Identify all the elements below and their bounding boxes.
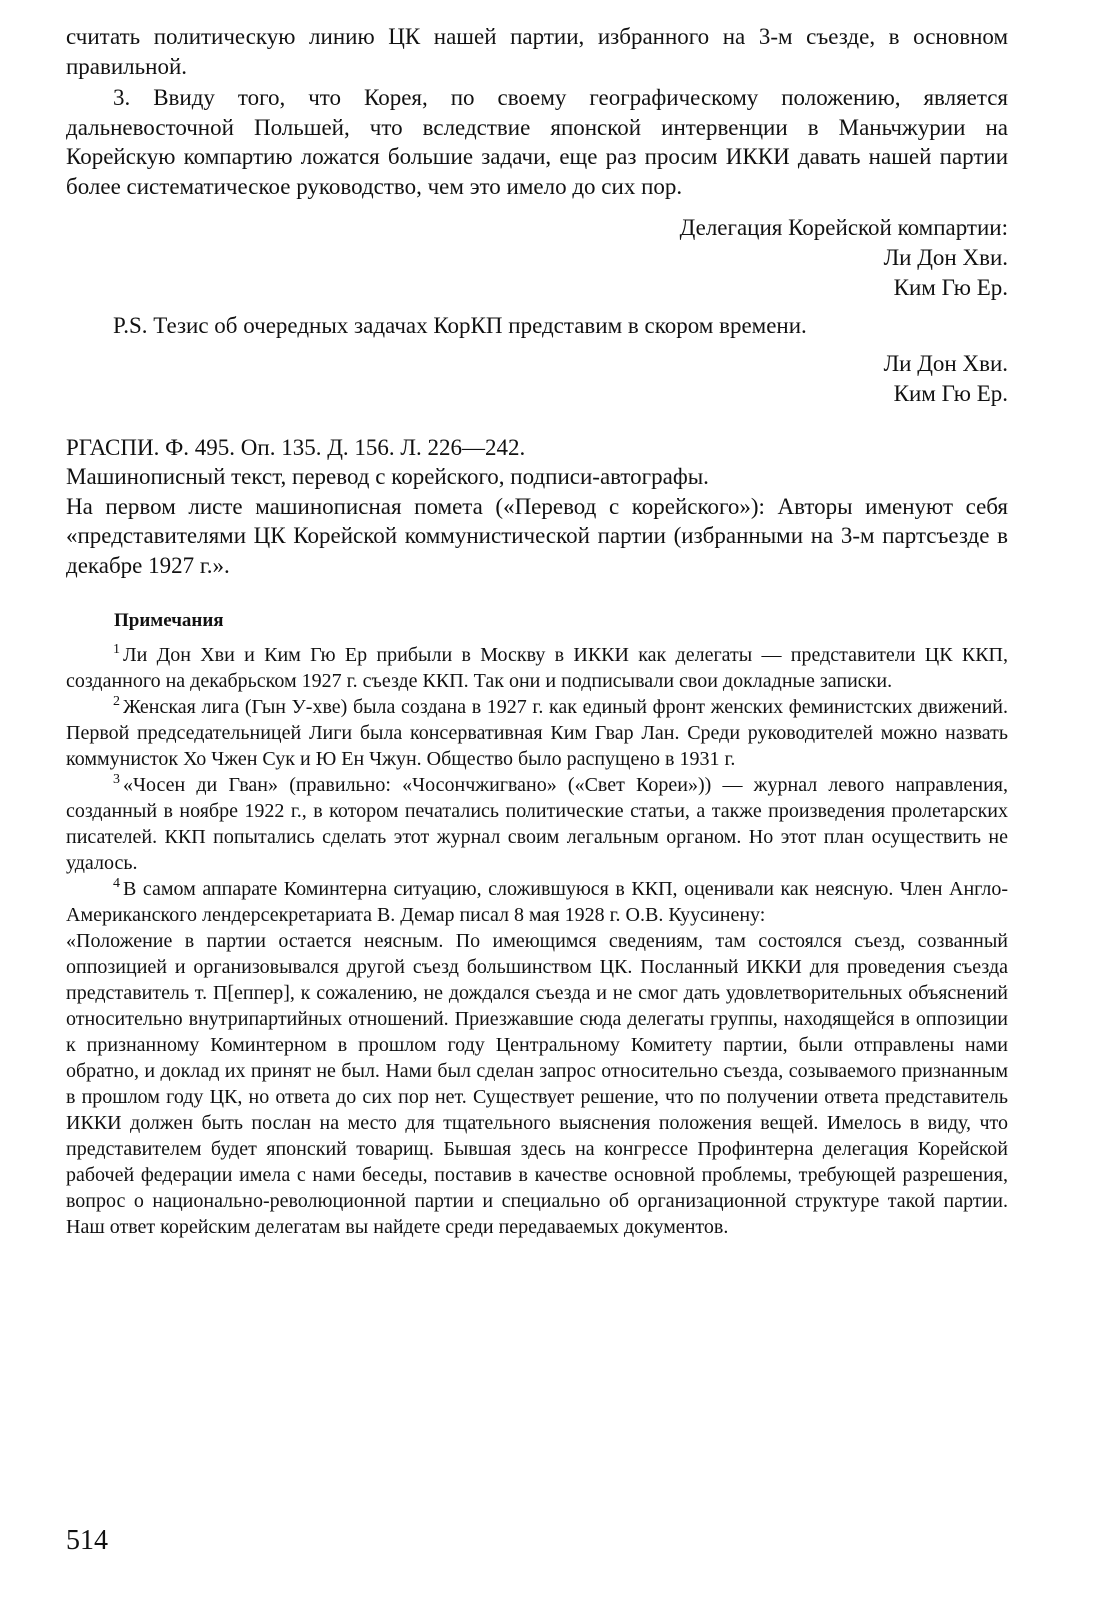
signature-name-2: Ким Гю Ер.	[893, 275, 1008, 300]
document-page	[66, 22, 1008, 1240]
footnote-4	[66, 876, 1008, 928]
footnote-text: В самом аппарате Коминтерна ситуацию, сложившуюся в ККП, оценивали как неясную. Член Англо-Американского лендерсекретариата В. Демар писал 8 мая 1928 г. О.В. Куусинену:	[66, 878, 1008, 926]
footnote-3	[66, 772, 1008, 876]
body-paragraph-continuation: считать политическую линию ЦК нашей партии, избранного на 3-м съезде, в основном правильной.	[66, 24, 1008, 79]
page-number: 514	[66, 1525, 108, 1556]
footnote-number: 3	[113, 772, 120, 788]
footnote-1	[66, 642, 1008, 694]
signature-name-2: Ким Гю Ер.	[893, 380, 1008, 406]
body-paragraph-3: 3. Ввиду того, что Корея, по своему географическому положению, является дальневосточной Польшей, что вследствие японской интервенции в Маньчжурии на Корейскую компартию ложатся большие задачи, еще раз просим ИККИ давать нашей партии более систематическое руководство, чем это имело до сих пор.	[66, 85, 1008, 199]
source-note: На первом листе машинописная помета («Перевод с корейского»): Авторы именуют себя «представителями ЦК Корейской коммунистической партии (избранными на 3-м партсъезде в декабре 1927 г.».	[66, 493, 1008, 578]
source-archive: РГАСПИ. Ф. 495. Оп. 135. Д. 156. Л. 226—242.	[66, 434, 526, 460]
footnote-number: 2	[113, 694, 120, 710]
signature-name-1: Ли Дон Хви.	[883, 245, 1008, 270]
footnote-number: 4	[113, 876, 120, 892]
postscript: P.S. Тезис об очередных задачах КорКП представим в скором времени.	[113, 313, 807, 338]
signature-delegation: Делегация Корейской компартии:	[679, 215, 1008, 240]
notes-section	[66, 610, 1008, 1240]
signature-block-1	[66, 213, 1008, 303]
notes-title: Примечания	[114, 610, 224, 631]
footnote-4-quote: «Положение в партии остается неясным. По имеющимся сведениям, там состоялся съезд, созванный оппозицией и организовывался другой съезд большинством ЦК. Посланный ИККИ для проведения съезда представитель т. П[еппер], к сожалению, не дождался съезда и не смог дать удовлетворительных объяснений относительно внутрипартийных отношений. Приезжавшие сюда делегаты группы, находящейся в оппозиции к признанному Коминтерном в прошлом году Центральному Комитету партии, были отправлены нами обратно, и доклад их принят не был. Нами был сделан запрос относительно съезда, созываемого признанным в прошлом году ЦК, но ответа до сих пор нет. Существует решение, что по получении ответа представитель ИККИ должен быть послан на место для тщательного выяснения положения вещей. Имелось в виду, что представителем будет японский товарищ. Бывшая здесь на конгрессе Профинтерна делегация Корейской рабочей федерации имела с нами беседы, поставив в качестве основной проблемы, требующей разрешения, вопрос о национально-революционной партии и специально об организационной структуре такой партии. Наш ответ корейским делегатам вы найдете среди передаваемых документов.	[66, 930, 1008, 1238]
footnote-2	[66, 694, 1008, 772]
source-type: Машинописный текст, перевод с корейского, подписи-автографы.	[66, 464, 709, 489]
source-block	[66, 433, 1008, 581]
footnote-text: «Чосен ди Гван» (правильно: «Чосончжигвано» («Свет Кореи»)) — журнал левого направления, созданный в ноябре 1922 г., в котором печатались политические статьи, а также произведения пролетарских писателей. ККП попытались сделать этот журнал своим легальным органом. Но этот план осуществить не удалось.	[66, 774, 1008, 874]
footnote-number: 1	[113, 642, 120, 658]
footnote-text: Женская лига (Гын У-хве) была создана в 1927 г. как единый фронт женских феминистских движений. Первой председательницей Лиги была консервативная Ким Гвар Лан. Среди руководителей можно назвать коммунисток Хо Чжен Сук и Ю Ен Чжун. Общество было распущено в 1931 г.	[66, 696, 1008, 770]
footnote-text: Ли Дон Хви и Ким Гю Ер прибыли в Москву в ИККИ как делегаты — представители ЦК ККП, созданного на декабрьском 1927 г. съезде ККП. Так они и подписывали свои докладные записки.	[66, 644, 1008, 692]
signature-block-2	[66, 349, 1008, 409]
signature-name-1: Ли Дон Хви.	[883, 350, 1008, 376]
